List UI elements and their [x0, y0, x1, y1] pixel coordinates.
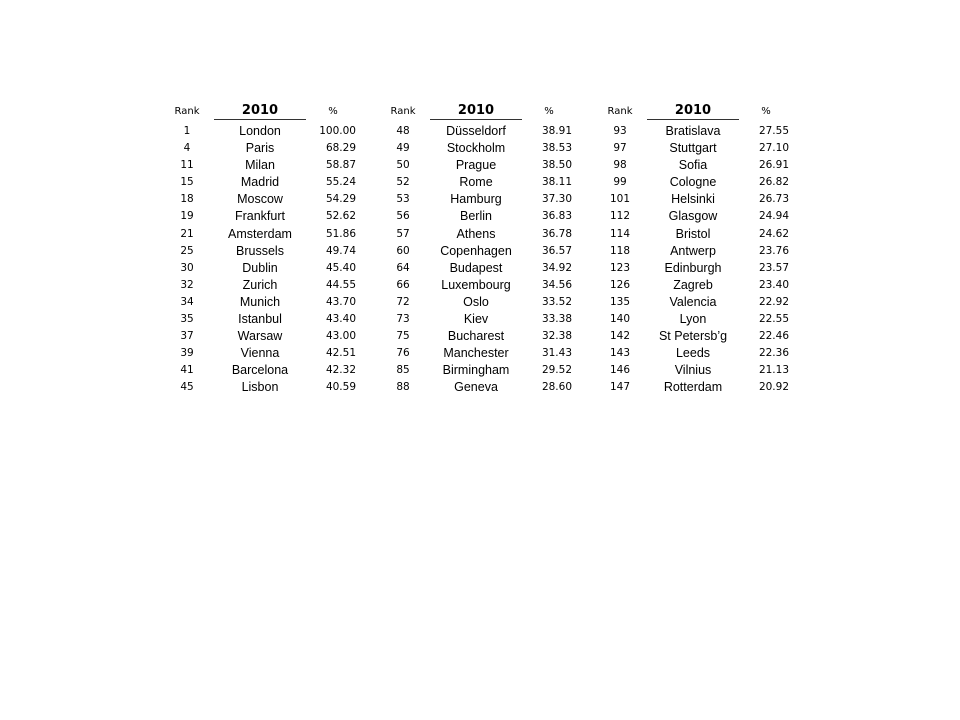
rank-cell: 123 — [609, 261, 631, 274]
percent-cell: 33.52 — [541, 295, 572, 308]
rank-cell: 34 — [180, 295, 194, 308]
city-cell: London — [239, 124, 281, 138]
percent-header: % — [328, 106, 338, 117]
table-row — [386, 225, 596, 242]
rank-cell: 30 — [180, 261, 194, 274]
city-cell: Bratislava — [665, 124, 721, 138]
rank-cell: 25 — [180, 244, 194, 257]
city-cell: Lisbon — [241, 380, 279, 395]
table-row — [386, 327, 596, 344]
percent-cell: 24.62 — [758, 227, 789, 240]
percent-cell: 38.53 — [541, 142, 572, 155]
city-cell: Sofia — [678, 158, 708, 173]
city-cell: Vienna — [240, 346, 280, 361]
percent-cell: 54.29 — [325, 193, 356, 206]
rank-cell: 93 — [613, 125, 627, 137]
table-row — [603, 139, 813, 156]
rank-cell: 118 — [609, 244, 631, 257]
city-cell: Moscow — [237, 192, 283, 207]
table-row — [170, 173, 380, 190]
percent-cell: 38.11 — [541, 176, 572, 189]
table-row — [170, 156, 380, 173]
rank-cell: 15 — [180, 176, 194, 189]
percent-header: % — [761, 106, 771, 117]
city-cell: Hamburg — [450, 192, 502, 207]
rank-cell: 147 — [609, 381, 631, 394]
percent-cell: 33.38 — [541, 313, 572, 326]
table-row — [170, 139, 380, 156]
city-cell: Rotterdam — [663, 380, 723, 395]
city-cell: Luxembourg — [441, 277, 511, 292]
city-cell: Berlin — [460, 209, 492, 224]
city-cell: Oslo — [463, 294, 489, 309]
percent-cell: 37.30 — [541, 193, 572, 206]
rank-cell: 140 — [609, 313, 631, 326]
percent-cell: 49.74 — [325, 244, 356, 257]
table-row — [386, 242, 596, 259]
percent-cell: 36.57 — [541, 244, 572, 257]
rank-header: Rank — [390, 106, 416, 117]
city-cell: Edinburgh — [664, 260, 722, 275]
city-cell: Dublin — [242, 260, 278, 275]
table-row — [603, 293, 813, 310]
city-cell: Milan — [245, 158, 275, 173]
table-row — [603, 242, 813, 259]
rank-cell: 72 — [396, 295, 410, 308]
table-row — [386, 276, 596, 293]
city-cell: Warsaw — [237, 329, 283, 344]
percent-cell: 21.13 — [758, 364, 789, 377]
rank-cell: 101 — [609, 193, 631, 206]
rank-cell: 48 — [396, 125, 410, 137]
city-cell: Bucharest — [447, 329, 505, 344]
percent-cell: 38.91 — [541, 125, 572, 137]
ranking-table-3 — [603, 102, 813, 396]
table-row — [386, 344, 596, 361]
rank-cell: 73 — [396, 313, 410, 326]
rank-cell: 35 — [180, 313, 194, 326]
city-cell: Cologne — [669, 175, 717, 190]
table-rows — [603, 122, 813, 396]
rank-cell: 76 — [396, 347, 410, 360]
rank-cell: 56 — [396, 210, 410, 223]
city-cell: Geneva — [454, 380, 498, 395]
city-cell: Copenhagen — [440, 243, 512, 258]
table-row — [386, 207, 596, 224]
table-row — [603, 327, 813, 344]
percent-cell: 26.91 — [758, 159, 789, 172]
rank-cell: 88 — [396, 381, 410, 394]
table-row — [386, 139, 596, 156]
city-cell: Munich — [239, 294, 281, 309]
percent-cell: 68.29 — [325, 142, 356, 155]
rank-cell: 135 — [609, 295, 631, 308]
percent-cell: 44.55 — [325, 278, 356, 291]
table-row — [386, 310, 596, 327]
table-row — [170, 225, 380, 242]
percent-cell: 22.46 — [758, 330, 789, 343]
rank-cell: 64 — [396, 261, 410, 274]
city-cell: Valencia — [669, 294, 717, 309]
table-row — [603, 259, 813, 276]
city-cell: Bristol — [675, 226, 711, 241]
city-cell: Stockholm — [446, 141, 506, 156]
percent-header: % — [544, 106, 554, 117]
table-row — [170, 207, 380, 224]
percent-cell: 43.40 — [325, 313, 356, 326]
city-cell: Leeds — [675, 346, 711, 361]
percent-cell: 36.83 — [541, 210, 572, 223]
table-header — [170, 102, 380, 122]
table-row — [170, 361, 380, 378]
city-cell: Athens — [456, 226, 496, 241]
rank-cell: 75 — [396, 330, 410, 343]
percent-cell: 20.92 — [758, 381, 789, 394]
year-header: 2010 — [214, 103, 306, 120]
table-row — [386, 259, 596, 276]
percent-cell: 42.51 — [325, 347, 356, 360]
rank-cell: 99 — [613, 176, 627, 189]
city-cell: Paris — [245, 141, 275, 156]
percent-cell: 24.94 — [758, 210, 789, 223]
rank-cell: 114 — [609, 227, 631, 240]
city-cell: Zagreb — [673, 277, 713, 292]
city-cell: Barcelona — [231, 363, 289, 378]
city-cell: Birmingham — [442, 363, 510, 378]
table-row — [603, 276, 813, 293]
percent-cell: 31.43 — [541, 347, 572, 360]
table-row — [603, 310, 813, 327]
year-header: 2010 — [430, 103, 522, 120]
table-row — [386, 173, 596, 190]
table-rows — [386, 122, 596, 396]
city-cell: Glasgow — [668, 209, 718, 224]
percent-cell: 100.00 — [319, 125, 356, 137]
table-row — [170, 344, 380, 361]
ranking-table-1 — [170, 102, 380, 396]
city-cell: Prague — [455, 158, 497, 173]
table-rows — [170, 122, 380, 396]
rank-cell: 32 — [180, 278, 194, 291]
city-cell: Stuttgart — [669, 141, 717, 156]
percent-cell: 43.00 — [325, 330, 356, 343]
rank-cell: 60 — [396, 244, 410, 257]
table-row — [170, 310, 380, 327]
percent-cell: 38.50 — [541, 159, 572, 172]
table-row — [170, 242, 380, 259]
percent-cell: 22.92 — [758, 295, 789, 308]
percent-cell: 32.38 — [541, 330, 572, 343]
percent-cell: 51.86 — [325, 227, 356, 240]
city-cell: Madrid — [240, 175, 280, 190]
percent-cell: 22.36 — [758, 347, 789, 360]
rank-cell: 19 — [180, 210, 194, 223]
percent-cell: 23.40 — [758, 278, 789, 291]
percent-cell: 27.10 — [758, 142, 789, 155]
rank-cell: 142 — [609, 330, 631, 343]
rank-header: Rank — [174, 106, 200, 117]
rank-cell: 50 — [396, 159, 410, 172]
table-row — [386, 122, 596, 139]
percent-cell: 52.62 — [325, 210, 356, 223]
table-row — [170, 122, 380, 139]
rank-cell: 57 — [396, 227, 410, 240]
percent-cell: 42.32 — [325, 364, 356, 377]
table-row — [603, 207, 813, 224]
table-row — [170, 327, 380, 344]
percent-cell: 22.55 — [758, 313, 789, 326]
percent-cell: 43.70 — [325, 295, 356, 308]
table-row — [386, 378, 596, 395]
city-cell: Antwerp — [670, 243, 716, 258]
city-cell: Manchester — [443, 346, 509, 361]
table-row — [603, 156, 813, 173]
percent-cell: 36.78 — [541, 227, 572, 240]
table-header — [603, 102, 813, 122]
table-row — [170, 259, 380, 276]
ranking-table-2 — [386, 102, 596, 396]
table-row — [170, 190, 380, 207]
rank-cell: 37 — [180, 330, 194, 343]
rank-cell: 53 — [396, 193, 410, 206]
rank-cell: 49 — [396, 142, 410, 155]
percent-cell: 27.55 — [758, 125, 789, 137]
percent-cell: 40.59 — [325, 381, 356, 394]
city-cell: Brussels — [236, 243, 284, 258]
city-cell: Helsinki — [671, 192, 715, 207]
rank-cell: 4 — [183, 142, 191, 155]
table-row — [386, 156, 596, 173]
percent-cell: 28.60 — [541, 381, 572, 394]
rank-cell: 143 — [609, 347, 631, 360]
percent-cell: 29.52 — [541, 364, 572, 377]
table-row — [603, 344, 813, 361]
city-cell: Amsterdam — [228, 226, 292, 241]
table-row — [170, 378, 380, 395]
rank-cell: 39 — [180, 347, 194, 360]
year-header: 2010 — [647, 103, 739, 120]
rank-cell: 98 — [613, 159, 627, 172]
rank-cell: 41 — [180, 364, 194, 377]
table-row — [603, 173, 813, 190]
city-cell: Zurich — [242, 277, 278, 292]
city-cell: Lyon — [679, 312, 707, 327]
table-row — [386, 190, 596, 207]
percent-cell: 26.73 — [758, 193, 789, 206]
city-cell: Kiev — [463, 312, 489, 327]
rank-cell: 18 — [180, 193, 194, 206]
city-cell: Düsseldorf — [446, 124, 506, 138]
table-row — [386, 361, 596, 378]
percent-cell: 23.57 — [758, 261, 789, 274]
table-row — [603, 122, 813, 139]
table-row — [603, 378, 813, 395]
rank-cell: 85 — [396, 364, 410, 377]
percent-cell: 58.87 — [325, 159, 356, 172]
percent-cell: 45.40 — [325, 261, 356, 274]
rank-cell: 66 — [396, 278, 410, 291]
table-row — [603, 190, 813, 207]
table-row — [170, 276, 380, 293]
table-row — [170, 293, 380, 310]
city-cell: Budapest — [449, 260, 503, 275]
rank-cell: 21 — [180, 227, 194, 240]
table-row — [603, 225, 813, 242]
rank-cell: 1 — [183, 125, 191, 137]
rank-cell: 11 — [180, 159, 194, 172]
city-cell: Frankfurt — [234, 209, 285, 224]
percent-cell: 26.82 — [758, 176, 789, 189]
city-cell: Istanbul — [238, 312, 282, 327]
rank-cell: 45 — [180, 381, 194, 394]
city-cell: Vilnius — [674, 363, 712, 378]
rank-header: Rank — [607, 106, 633, 117]
percent-cell: 55.24 — [325, 176, 356, 189]
table-header — [386, 102, 596, 122]
rank-cell: 52 — [396, 176, 410, 189]
rank-cell: 97 — [613, 142, 627, 155]
city-cell: St Petersb’g — [658, 329, 728, 344]
table-row — [603, 361, 813, 378]
table-row — [386, 293, 596, 310]
percent-cell: 34.56 — [541, 278, 572, 291]
city-cell: Rome — [459, 175, 493, 190]
rank-cell: 112 — [609, 210, 631, 223]
percent-cell: 23.76 — [758, 244, 789, 257]
percent-cell: 34.92 — [541, 261, 572, 274]
rank-cell: 126 — [609, 278, 631, 291]
rank-cell: 146 — [609, 364, 631, 377]
